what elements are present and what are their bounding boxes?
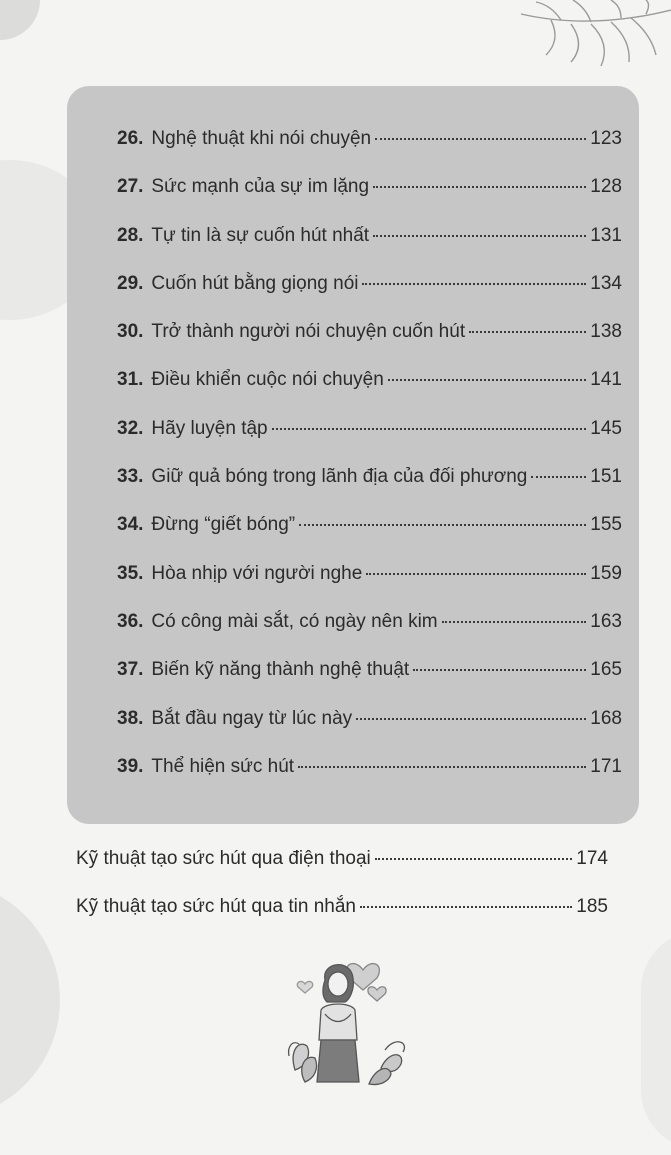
appendix-entry-title: Kỹ thuật tạo sức hút qua tin nhắn (76, 896, 356, 917)
toc-entry-title: Thể hiện sức hút (151, 755, 295, 777)
toc-entry-title: Đừng “giết bóng” (151, 514, 296, 536)
toc-entry[interactable] (117, 708, 622, 756)
toc-entry-number: 32. (117, 417, 144, 439)
dot-leader (375, 858, 573, 860)
appendix-list (76, 848, 608, 944)
toc-entry[interactable] (117, 563, 622, 611)
toc-entry-number: 34. (117, 514, 144, 536)
toc-entry[interactable] (117, 611, 622, 659)
toc-entry-page: 123 (590, 128, 622, 149)
dot-leader (531, 476, 586, 478)
toc-entry-number: 37. (117, 659, 144, 681)
toc-entry-page: 141 (590, 369, 622, 391)
toc-entry-page: 128 (590, 176, 622, 198)
toc-entry-page: 165 (590, 659, 622, 681)
toc-entry-title: Tự tin là sự cuốn hút nhất (151, 224, 370, 246)
dot-leader (356, 718, 586, 720)
toc-entry[interactable] (117, 225, 622, 273)
toc-entry-number: 39. (117, 755, 144, 777)
toc-entry-page: 145 (590, 417, 622, 439)
toc-entry-number: 26. (117, 128, 144, 149)
toc-entry-number: 27. (117, 176, 144, 198)
toc-entry-page: 131 (590, 224, 622, 246)
dot-leader (469, 331, 586, 333)
dot-leader (360, 906, 572, 908)
toc-entry[interactable] (117, 418, 622, 466)
background-blob (0, 880, 60, 1120)
appendix-entry-page: 185 (576, 896, 608, 917)
dot-leader (413, 669, 586, 671)
toc-entry[interactable] (117, 466, 622, 514)
dot-leader (362, 283, 586, 285)
dot-leader (272, 428, 587, 430)
appendix-entry[interactable] (76, 896, 608, 944)
dot-leader (298, 766, 586, 768)
appendix-entry[interactable] (76, 848, 608, 896)
dot-leader (442, 621, 587, 623)
toc-entry[interactable] (117, 321, 622, 369)
dot-leader (366, 573, 586, 575)
toc-entry-number: 29. (117, 272, 144, 294)
toc-entry-title: Sức mạnh của sự im lặng (151, 176, 370, 198)
dot-leader (388, 379, 587, 381)
toc-entry-title: Cuốn hút bằng giọng nói (151, 272, 359, 294)
dot-leader (373, 235, 586, 237)
woman-with-hearts-illustration (285, 950, 415, 1090)
toc-entry-title: Bắt đầu ngay từ lúc này (151, 707, 353, 729)
toc-entry[interactable] (117, 273, 622, 321)
toc-entry-title: Hòa nhịp với người nghe (151, 562, 363, 584)
toc-entry[interactable] (117, 176, 622, 224)
toc-entry-title: Giữ quả bóng trong lãnh địa của đối phương (151, 466, 528, 488)
background-blob (641, 930, 671, 1150)
toc-entry-page: 155 (590, 514, 622, 536)
appendix-entry-page: 174 (576, 848, 608, 869)
toc-entry-number: 28. (117, 224, 144, 246)
toc-entry-page: 151 (590, 466, 622, 488)
dot-leader (373, 186, 586, 188)
toc-entry[interactable] (117, 514, 622, 562)
toc-entry[interactable] (117, 659, 622, 707)
toc-entry-number: 35. (117, 562, 144, 584)
toc-entry-number: 33. (117, 466, 144, 488)
toc-entry-number: 36. (117, 610, 144, 632)
toc-entry-number: 30. (117, 321, 144, 343)
toc-entry-title: Trở thành người nói chuyện cuốn hút (151, 321, 466, 343)
toc-entry[interactable] (117, 756, 622, 804)
toc-entry-title: Hãy luyện tập (151, 417, 268, 439)
toc-entry-page: 168 (590, 707, 622, 729)
appendix-entry-title: Kỹ thuật tạo sức hút qua điện thoại (76, 848, 371, 869)
toc-entry[interactable] (117, 369, 622, 417)
toc-list (117, 128, 622, 804)
dot-leader (299, 524, 586, 526)
toc-entry-page: 171 (590, 755, 622, 777)
dot-leader (375, 138, 586, 140)
toc-entry-page: 134 (590, 272, 622, 294)
toc-entry-title: Có công mài sắt, có ngày nên kim (151, 610, 438, 632)
toc-entry-page: 163 (590, 610, 622, 632)
corner-shape (0, 0, 40, 40)
toc-entry-title: Nghệ thuật khi nói chuyện (151, 128, 372, 149)
leaf-branch-icon (461, 0, 671, 70)
toc-entry-page: 138 (590, 321, 622, 343)
toc-entry[interactable] (117, 128, 622, 176)
toc-entry-title: Biến kỹ năng thành nghệ thuật (151, 659, 410, 681)
toc-entry-title: Điều khiển cuộc nói chuyện (151, 369, 384, 391)
toc-entry-page: 159 (590, 562, 622, 584)
toc-entry-number: 38. (117, 707, 144, 729)
toc-entry-number: 31. (117, 369, 144, 391)
